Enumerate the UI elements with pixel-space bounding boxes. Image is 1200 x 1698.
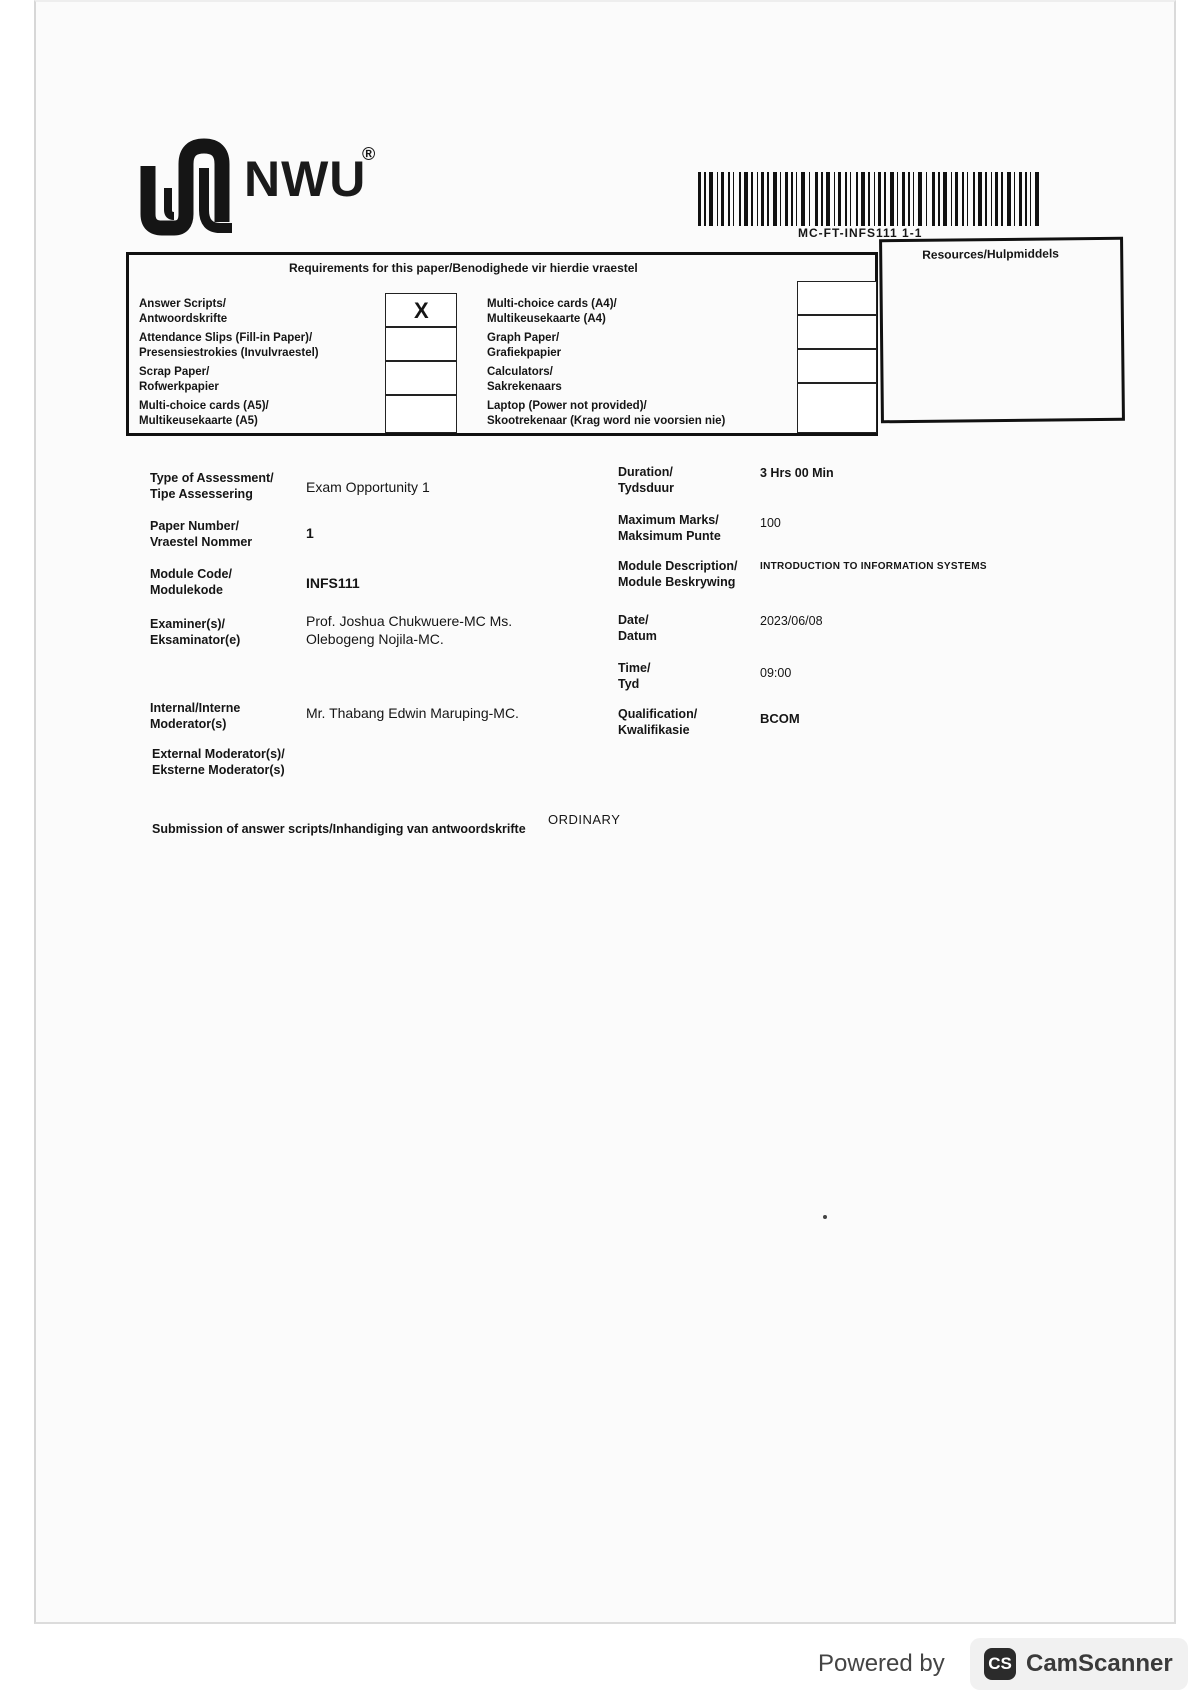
req-laptop: Laptop (Power not provided)/ Skootrekenaar (Krag word nie voorsien nie) <box>487 400 726 427</box>
module-description-value: INTRODUCTION TO INFORMATION SYSTEMS <box>760 561 987 572</box>
registered-mark: ® <box>362 144 376 164</box>
camscanner-name: CamScanner <box>1026 1650 1173 1677</box>
time-value: 09:00 <box>760 666 792 680</box>
internal-moderator-label: Internal/Interne Moderator(s) <box>150 701 241 731</box>
nwu-logo <box>140 136 440 236</box>
date-value: 2023/06/08 <box>760 614 823 628</box>
external-moderator-label: External Moderator(s)/ Eksterne Moderator(s) <box>152 747 285 777</box>
module-code-label: Module Code/ Modulekode <box>150 567 232 597</box>
examiner-value: Prof. Joshua Chukwuere-MC Ms. Olebogeng Nojila-MC. <box>306 613 513 647</box>
max-marks-label: Maximum Marks/ Maksimum Punte <box>618 513 721 543</box>
checkbox-graph-paper <box>797 315 877 349</box>
module-description-label: Module Description/ Module Beskrywing <box>618 559 738 589</box>
checkbox-mcq-a5 <box>385 395 457 433</box>
camscanner-icon: CS <box>984 1648 1016 1680</box>
resources-box <box>879 237 1125 424</box>
type-label: Type of Assessment/ Tipe Assessering <box>150 471 274 501</box>
req-scrap-paper: Scrap Paper/ Rofwerkpapier <box>139 366 219 393</box>
nwu-emblem-icon <box>140 136 240 236</box>
barcode <box>698 172 1042 230</box>
checkbox-calculators <box>797 349 877 383</box>
paper-number-value: 1 <box>306 525 314 541</box>
powered-by-text: Powered by <box>818 1650 945 1677</box>
type-value: Exam Opportunity 1 <box>306 479 430 495</box>
requirements-title: Requirements for this paper/Benodighede vir hierdie vraestel <box>289 261 638 275</box>
qualification-value: BCOM <box>760 711 800 726</box>
scan-speck <box>823 1215 827 1219</box>
req-mcq-a5: Multi-choice cards (A5)/ Multikeusekaarte (A5) <box>139 400 269 427</box>
req-answer-scripts: Answer Scripts/ Antwoordskrifte <box>139 298 228 325</box>
checkbox-attendance-slips <box>385 327 457 361</box>
camscanner-badge <box>970 1638 1188 1690</box>
logo-text: NWU <box>244 151 367 207</box>
module-code-value: INFS111 <box>306 575 360 591</box>
requirements-box <box>126 252 878 436</box>
checkbox-scrap-paper <box>385 361 457 395</box>
paper-number-label: Paper Number/ Vraestel Nommer <box>150 519 253 549</box>
req-graph-paper: Graph Paper/ Grafiekpapier <box>487 332 562 359</box>
checkbox-mcq-a4 <box>797 281 877 315</box>
submission-value: ORDINARY <box>548 812 621 827</box>
req-mcq-a4: Multi-choice cards (A4)/ Multikeusekaarte (A4) <box>487 298 617 325</box>
date-label: Date/ Datum <box>618 613 657 643</box>
check-mark: X <box>414 298 429 323</box>
max-marks-value: 100 <box>760 516 781 530</box>
req-calculators: Calculators/ Sakrekenaars <box>487 366 562 393</box>
time-label: Time/ Tyd <box>618 661 651 691</box>
submission-label: Submission of answer scripts/Inhandiging van antwoordskrifte <box>152 822 526 836</box>
duration-label: Duration/ Tydsduur <box>618 465 675 495</box>
internal-moderator-value: Mr. Thabang Edwin Maruping-MC. <box>306 705 519 721</box>
duration-value: 3 Hrs 00 Min <box>760 466 834 480</box>
checkbox-laptop <box>797 383 877 433</box>
resources-title: Resources/Hulpmiddels <box>922 246 1059 262</box>
qualification-label: Qualification/ Kwalifikasie <box>618 707 698 737</box>
examiner-label: Examiner(s)/ Eksaminator(e) <box>150 617 241 647</box>
req-attendance-slips: Attendance Slips (Fill-in Paper)/ Presensiestrokies (Invulvraestel) <box>139 332 319 359</box>
checkbox-answer-scripts <box>385 293 457 327</box>
barcode-label: MC-FT-INFS111 1-1 <box>798 226 923 240</box>
